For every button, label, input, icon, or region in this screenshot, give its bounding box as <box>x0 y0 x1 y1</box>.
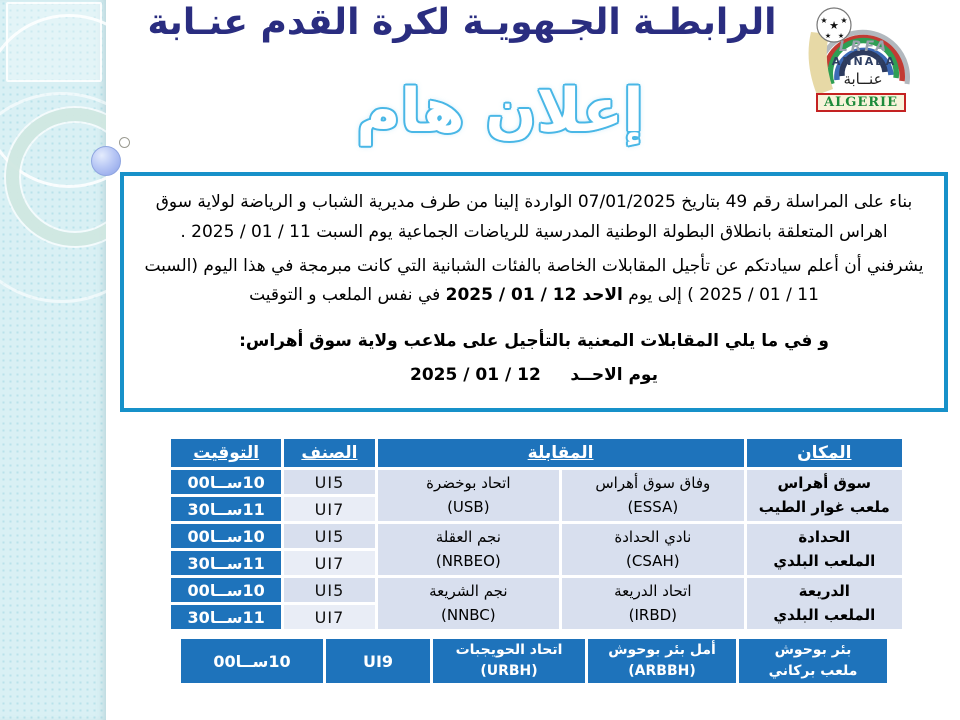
table-header-row <box>171 439 902 467</box>
header-place: المكان <box>747 439 902 467</box>
table-row <box>171 524 902 548</box>
time-cell: 10ســا00 <box>171 524 281 548</box>
time-cell: 10ســا00 <box>171 470 281 494</box>
svg-text:★: ★ <box>829 19 839 32</box>
algerie-badge: ALGERIE <box>816 93 906 112</box>
table-row <box>171 470 902 494</box>
svg-text:★: ★ <box>824 32 832 40</box>
table-row <box>181 639 887 683</box>
announcement-box <box>120 172 948 412</box>
decorative-sidebar <box>0 0 108 720</box>
fixtures-table <box>168 436 905 632</box>
team-cell: نجم العقلة (NRBEO) <box>378 524 560 575</box>
logo-city-text: ANNABA <box>831 55 897 68</box>
time-cell: 11ســا30 <box>171 551 281 575</box>
announcement-paragraph-3: و في ما يلي المقابلات المعنية بالتأجيل على ملاعب ولاية سوق أهراس: <box>239 331 829 351</box>
small-circle-decor <box>119 137 130 148</box>
bottom-fixture-table <box>178 636 890 686</box>
category-cell: UI5 <box>284 524 374 548</box>
logo-graphic <box>806 4 914 99</box>
league-logo <box>806 4 914 122</box>
svg-text:★: ★ <box>837 32 845 40</box>
team-cell: وفاق سوق أهراس (ESSA) <box>562 470 744 521</box>
time-cell: 10ســا00 <box>181 639 323 683</box>
category-cell: UI5 <box>284 578 374 602</box>
postponed-date-bold: الاحد 12 / 01 / 2025 <box>445 285 623 306</box>
team-cell: نجم الشريعة (NNBC) <box>378 578 560 629</box>
category-cell: UI9 <box>326 639 430 683</box>
category-cell: UI5 <box>284 470 374 494</box>
time-cell: 11ســا30 <box>171 605 281 629</box>
team-cell: اتحاد الحويجبات (URBH) <box>433 639 585 683</box>
place-cell: الحدادة الملعب البلدي <box>747 524 902 575</box>
announcement-wordart: إعلان هام <box>356 76 644 146</box>
team-cell: أمل بئر بوحوش (ARBBH) <box>588 639 736 683</box>
place-cell: الدريعة الملعب البلدي <box>747 578 902 629</box>
table-row <box>171 578 902 602</box>
team-cell: اتحاد الدريعة (IRBD) <box>562 578 744 629</box>
place-cell: سوق أهراس ملعب غوار الطيب <box>747 470 902 521</box>
logo-city-arabic-text: عنــابة <box>843 70 883 88</box>
place-cell: بئر بوحوش ملعب بركاني <box>739 639 887 683</box>
header-time: التوقيت <box>171 439 281 467</box>
team-cell: اتحاد بوخضرة (USB) <box>378 470 560 521</box>
announcement-paragraph-1: بناء على المراسلة رقم 49 بتاريخ 07/01/2025 الواردة إلينا من طرف مديرية الشباب و الرياضة لولاية سوق اهراس المتعلقة بانطلاق البطولة الوطنية المدرسية للرياضات الجماعية يوم السبت 11 / 01 / 2025 . <box>155 192 913 242</box>
announcement-paragraph-2: يشرفني أن أعلم سيادتكم عن تأجيل المقابلات الخاصة بالفئات الشبانية التي كانت مبرمجة في هذا اليوم (السبت 11 / 01 / 2025 ) إلى يوم الاحد 12 / 01 / 2025 في نفس الملعب و التوقيت <box>144 255 924 306</box>
time-cell: 10ســا00 <box>171 578 281 602</box>
header-match: المقابلة <box>378 439 744 467</box>
logo-acronym-text: LRFA <box>838 39 890 55</box>
svg-text:★: ★ <box>820 16 828 25</box>
announcement-day-line: يوم الاحــد 12 / 01 / 2025 <box>410 364 658 385</box>
header-category: الصنف <box>284 439 374 467</box>
team-cell: نادي الحدادة (CSAH) <box>562 524 744 575</box>
svg-text:★: ★ <box>840 16 848 25</box>
category-cell: UI7 <box>284 605 374 629</box>
time-cell: 11ســا30 <box>171 497 281 521</box>
category-cell: UI7 <box>284 497 374 521</box>
sphere-decor <box>91 146 121 176</box>
page-title: الرابطـة الجـهويـة لكرة القدم عنـابة <box>147 2 777 43</box>
category-cell: UI7 <box>284 551 374 575</box>
